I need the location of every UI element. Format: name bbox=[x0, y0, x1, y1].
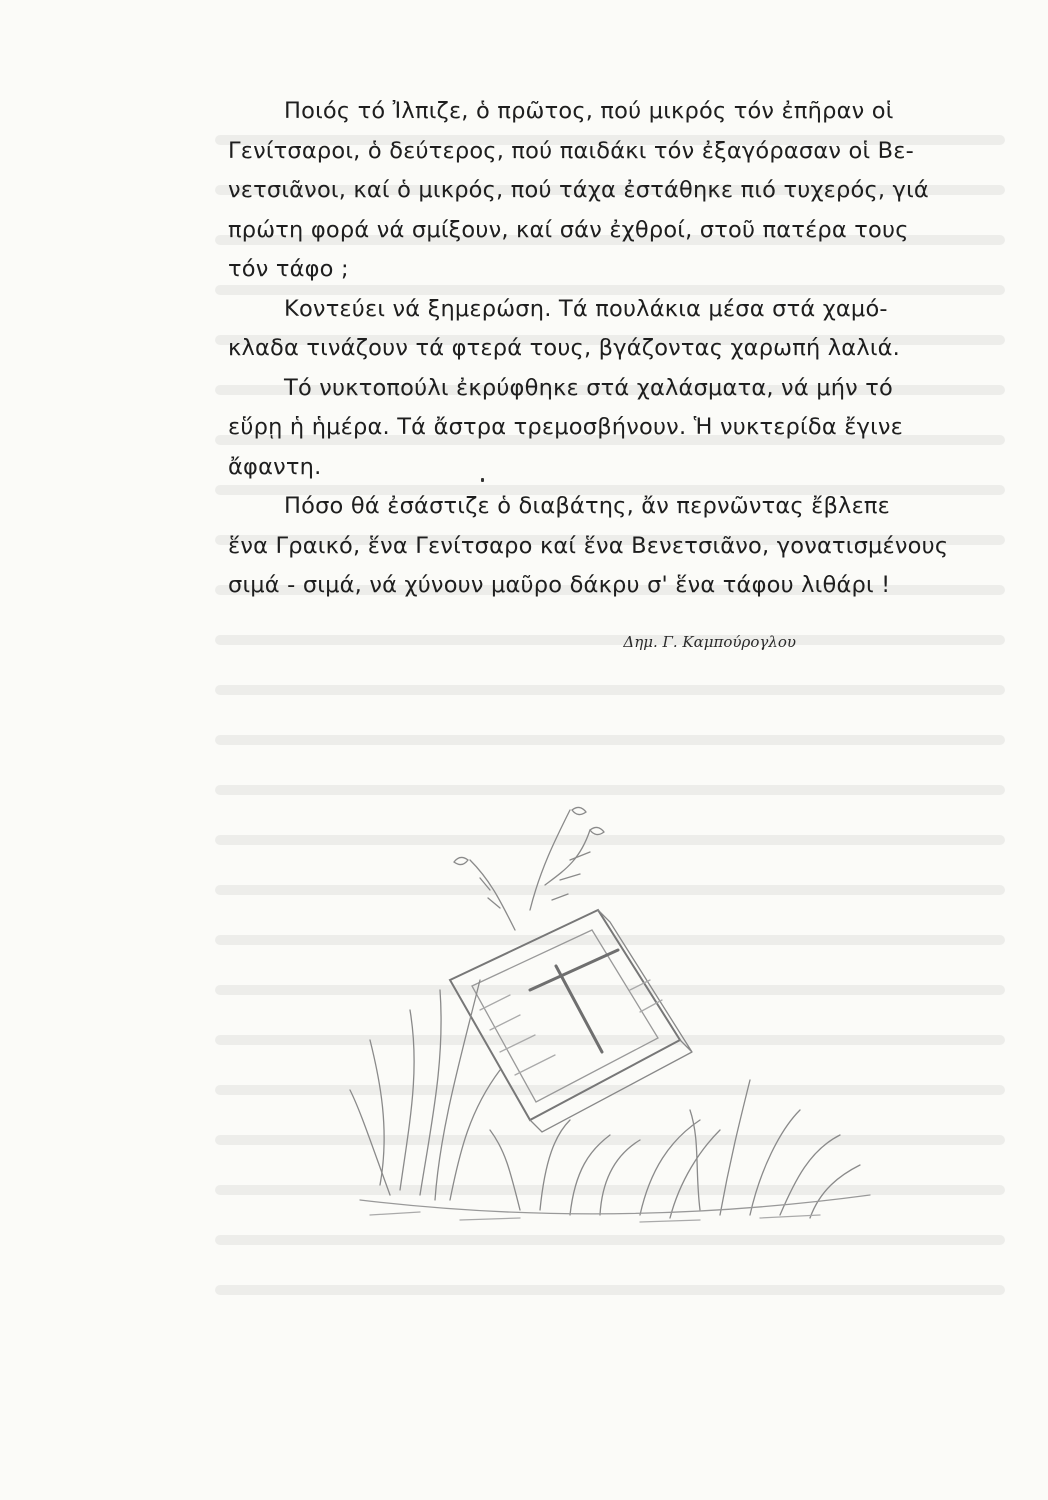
text-line: ἕνα Γραικό, ἕνα Γενίτσαρο καί ἕνα Βενετσιᾶνο, γονατισμένους bbox=[228, 532, 949, 559]
tombstone-illustration bbox=[340, 790, 880, 1230]
author-signature: Δημ. Γ. Καμπούρογλου bbox=[623, 633, 796, 651]
text-line: Πόσο θά ἐσάστιζε ὁ διαβάτης, ἄν περνῶντας ἔβλεπε bbox=[284, 493, 891, 519]
text-line: εὕρῃ ἡ ἡμέρα. Τά ἄστρα τρεμοσβήνουν. Ἡ νυκτερίδα ἔγινε bbox=[228, 414, 904, 440]
text-line: Τό νυκτοπούλι ἐκρύφθηκε στά χαλάσματα, νά μήν τό bbox=[284, 374, 894, 401]
text-line: νετσιᾶνοι, καί ὁ μικρός, πού τάχα ἐστάθηκε πιό τυχερός, γιά bbox=[228, 177, 929, 203]
paragraph bbox=[228, 290, 901, 369]
text-line: σιμά - σιμά, νά χύνουν μαῦρο δάκρυ σ' ἕνα τάφου λιθάρι ! bbox=[228, 572, 891, 598]
paragraph bbox=[228, 487, 949, 606]
text-line: Κοντεύει νά ξημερώση. Τά πουλάκια μέσα στά χαμό- bbox=[284, 295, 888, 322]
paragraph bbox=[228, 92, 929, 290]
paragraph bbox=[228, 369, 904, 488]
text-line: πρώτη φορά νά σμίξουν, καί σάν ἐχθροί, στοῦ πατέρα τους bbox=[228, 216, 909, 243]
text-line: ἄφαντη. bbox=[228, 453, 322, 480]
text-line: Γενίτσαροι, ὁ δεύτερος, πού παιδάκι τόν ἐξαγόρασαν οἱ Βε- bbox=[228, 137, 914, 164]
ink-speck bbox=[481, 478, 484, 482]
story-text bbox=[228, 92, 949, 606]
text-line: Ποιός τό Ἰλπιζε, ὁ πρῶτος, πού μικρός τόν ἐπῆραν οἱ bbox=[284, 98, 894, 124]
text-line: τόν τάφο ; bbox=[228, 256, 349, 282]
text-line: κλαδα τινάζουν τά φτερά τους, βγάζοντας χαρωπή λαλιά. bbox=[228, 335, 901, 361]
